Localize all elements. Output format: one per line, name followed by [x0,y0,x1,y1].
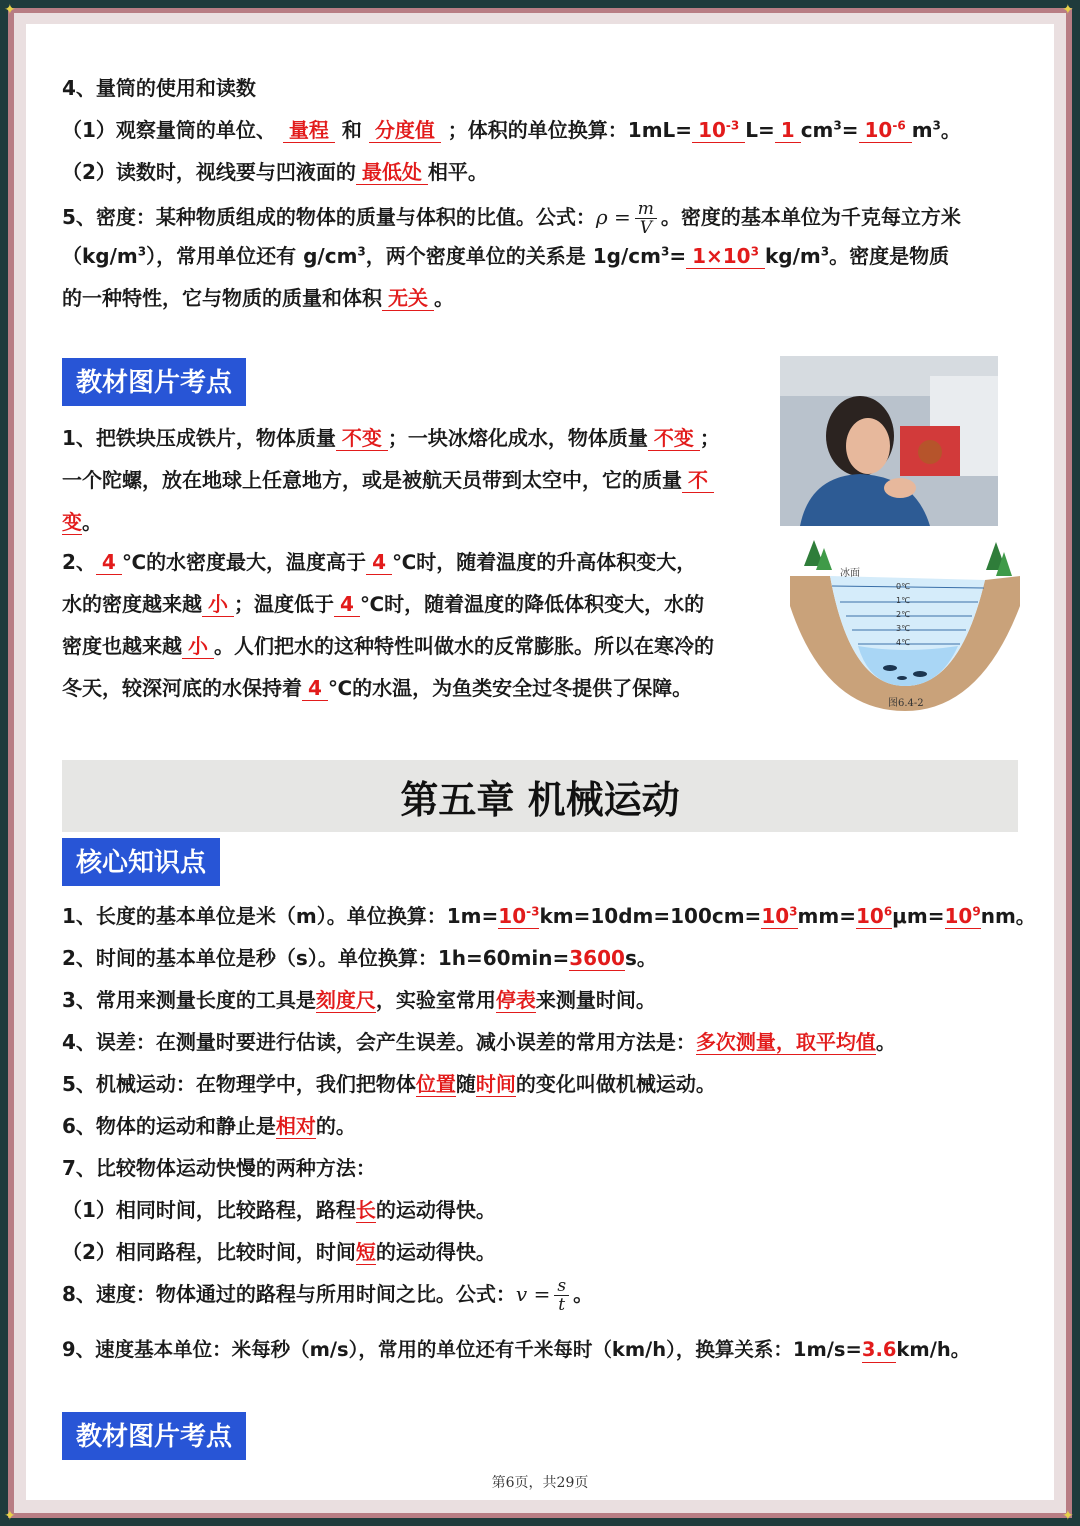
answer-blank: 不变 [648,426,700,451]
picture-point-2-line1: 2、 4 ℃的水密度最大，温度高于 4 ℃时，随着温度的升高体积变大， [62,550,697,574]
answer-blank: $10^9$ [944,904,981,928]
lake-temperature-diagram [790,536,1020,714]
density-units-line: $(kg/m^3)$，常用单位还有 $g/cm^3$，两个密度单位的关系是 $1g/cm^3= 1\times 10^3$ $kg/m^3$。密度是物质 [62,244,950,268]
answer-blank: 短 [355,1240,376,1264]
picture-point-1-line2: 一个陀螺，放在地球上任意地方，或是被航天员带到太空中，它的质量 不 [62,466,714,494]
core-point-7-method-1: （1）相同时间，比较路程，路程长的运动得快。 [62,1198,496,1222]
temp-label: 0℃ [896,582,911,591]
answer-blank: 4 [334,592,360,617]
density-formula-fraction: $\frac{m}{V}$ [635,200,657,237]
corner-star-icon: ✦ [4,2,16,18]
rho-symbol: ρ = [595,205,631,229]
page-footer: 第6页，共29页 [491,1475,589,1491]
core-point-7: 7、比较物体运动快慢的两种方法： [62,1156,376,1180]
answer-blank: 不变 [336,426,388,451]
temp-label: 2℃ [896,610,911,619]
answer-blank: $10^6$ [855,904,893,928]
speed-formula-fraction: $\frac{s}{t}$ [554,1277,569,1314]
temp-label: 3℃ [896,624,911,633]
answer-blank: 时间 [475,1072,516,1096]
answer-blank: $10^{-3}$ [692,118,745,143]
answer-blank: 小 [182,634,214,659]
section-heading-core-points: 核心知识点 [62,838,220,886]
answer-blank: 长 [355,1198,376,1222]
answer-blank: 3.6 [861,1338,897,1361]
picture-point-1-line1: 1、把铁块压成铁片，物体质量 不变 ；一块冰熔化成水，物体质量 不变 ； [62,426,720,450]
picture-point-1-line3: 变。 [62,510,102,534]
core-point-4: 4、误差：在测量时要进行估读，会产生误差。减小误差的常用方法是：多次测量，取平均值。 [62,1030,896,1054]
core-point-1: 1、长度的基本单位是米（m）。单位换算：$1m=10^{-3}km=10dm=100cm=10^3mm=10^6\mu m=10^9nm$。 [62,904,1036,928]
section-heading-textbook-pictures-2: 教材图片考点 [62,1412,246,1460]
core-point-7-method-2: （2）相同路程，比较时间，时间短的运动得快。 [62,1240,496,1264]
corner-star-icon: ✦ [4,1508,16,1524]
core-point-2: 2、时间的基本单位是秒（s）。单位换算：1h=60min=3600s。 [62,946,657,970]
cylinder-units-line: （1）观察量筒的单位、 量程 和 分度值 ；体积的单位换算：$1mL= 10^{-3}$ L= 1 $cm^3= 10^{-6}$ $m^3$。 [62,118,961,142]
answer-blank: $10^{-6}$ [859,118,912,143]
cylinder-reading-line: （2）读数时，视线要与凹液面的 最低处 相平。 [62,160,488,184]
temp-label: 1℃ [896,596,911,605]
chapter-title: 第五章 机械运动 [62,760,1018,832]
answer-blank: 位置 [415,1072,456,1096]
core-point-6: 6、物体的运动和静止是相对的。 [62,1114,356,1138]
corner-star-icon: ✦ [1062,1508,1074,1524]
answer-blank: 小 [202,592,234,617]
picture-point-2-line4: 冬天，较深河底的水保持着 4 ℃的水温，为鱼类安全过冬提供了保障。 [62,676,693,700]
answer-blank: 刻度尺 [315,988,376,1012]
core-point-3: 3、常用来测量长度的工具是刻度尺，实验室常用停表来测量时间。 [62,988,656,1012]
answer-blank: $1\times 10^3$ [686,244,765,269]
picture-point-2-line2: 水的密度越来越 小 ；温度低于 4 ℃时，随着温度的降低体积变大，水的 [62,592,705,616]
answer-blank: $10^3$ [761,904,798,928]
astronaut-photo [780,356,998,526]
section-heading-textbook-pictures: 教材图片考点 [62,358,246,406]
answer-blank: 多次测量，取平均值 [695,1030,876,1054]
answer-blank: 分度值 [369,118,441,143]
answer-blank: 相对 [275,1114,316,1138]
answer-blank: 不 [682,468,714,493]
speed-symbol: v = [515,1282,551,1306]
answer-blank: 4 [96,550,122,575]
answer-blank: 变 [62,510,82,534]
core-point-8: 8、速度：物体通过的路程与所用时间之比。公式：v = $\frac{s}{t}$ 。 [62,1276,594,1315]
corner-star-icon: ✦ [1062,2,1074,18]
answer-blank: $10^{-3}$ [498,904,540,928]
document-page [26,24,1054,1500]
density-property-line: 的一种特性，它与物质的质量和体积 无关 。 [62,286,454,310]
answer-blank: 量程 [283,118,335,143]
answer-blank: 停表 [495,988,536,1012]
diagram-caption: 图6.4-2 [888,698,924,709]
answer-blank: 1 [775,118,801,143]
answer-blank: 最低处 [356,160,428,185]
answer-blank: 4 [366,550,392,575]
answer-blank: 3600 [569,946,625,970]
core-point-5: 5、机械运动：在物理学中，我们把物体位置随时间的变化叫做机械运动。 [62,1072,716,1096]
picture-point-2-line3: 密度也越来越 小 。人们把水的这种特性叫做水的反常膨胀。所以在寒冷的 [62,634,714,658]
density-definition-line: 5、密度：某种物质组成的物体的质量与体积的比值。公式：ρ = $\frac{m}{V}$ 。密度的基本单位为千克每立方米 [62,199,961,238]
temp-label: 4℃ [896,638,911,647]
topic-cylinder-title: 4、量筒的使用和读数 [62,76,256,100]
core-point-9: 9、速度基本单位：米每秒（m/s），常用的单位还有千米每时（km/h），换算关系：1m/s=3.6km/h。 [62,1338,971,1361]
ice-surface-label: 冰面 [840,568,860,579]
answer-blank: 无关 [382,286,434,311]
answer-blank: 4 [302,676,328,701]
